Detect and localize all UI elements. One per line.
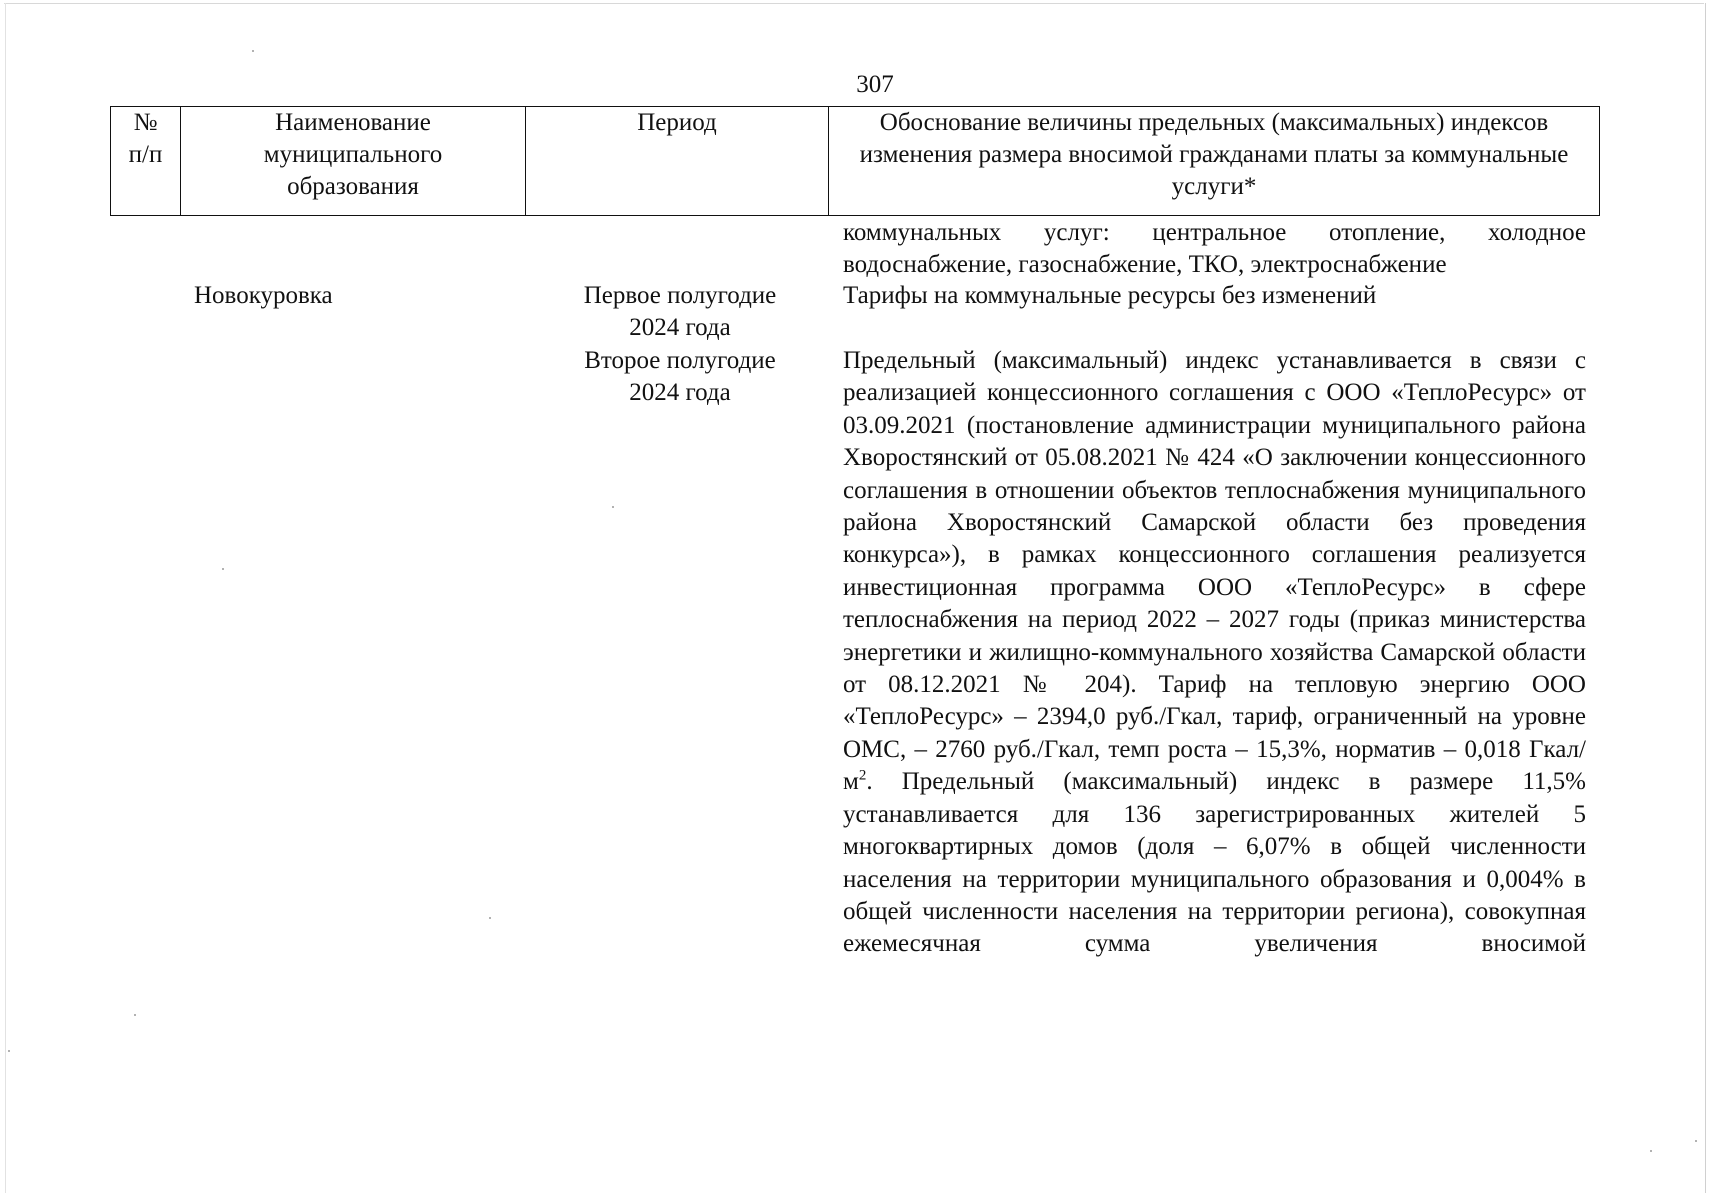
period-label: Второе полугодие — [584, 347, 776, 374]
scan-speck — [134, 1014, 136, 1016]
period2-justification — [843, 345, 1586, 961]
continuation-text — [843, 217, 1586, 282]
table-header — [110, 106, 1600, 216]
continuation-line: водоснабжение, газоснабжение, ТКО, электроснабжение — [843, 251, 1447, 279]
scan-speck — [489, 917, 491, 919]
scan-speck — [222, 568, 224, 570]
superscript: 2 — [858, 767, 867, 784]
scan-speck — [1650, 1150, 1652, 1152]
scan-speck — [252, 50, 254, 52]
period-label: Первое полугодие — [583, 282, 777, 309]
header-num — [111, 107, 181, 216]
table-header-row — [111, 107, 1600, 216]
period1-justification: Тарифы на коммунальные ресурсы без изменений — [843, 282, 1377, 309]
scan-edge — [4, 3, 1704, 4]
period-year: 2024 года — [629, 314, 731, 342]
scan-edge — [1705, 3, 1706, 1193]
justification-text: . Предельный (максимальный) индекс в размере 11,5% устанавливается для 136 зарегистрированных жителей 5 многоквартирных домов (доля – 6,07% в общей численности населения на территории муниципального образования и 0,004% в общей численности населения на территории региона), совокупная ежемесячная сумма увеличения вносимой — [843, 768, 1586, 958]
header-num-label: № п/п — [128, 109, 163, 168]
header-name-label: Наименование муниципального образования — [263, 109, 443, 200]
page-number: 307 — [856, 71, 894, 98]
period-year: 2024 года — [629, 379, 731, 407]
header-justification — [829, 107, 1600, 216]
scan-speck — [612, 506, 614, 508]
justification-text: Предельный (максимальный) индекс устанавливается в связи с реализацией концессионного соглашения с ООО «ТеплоРесурс» от 03.09.2021 (постановление администрации муниципального района Хворостянский от 05.08.2021 № 424 «О заключении концессионного соглашения в отношении объектов теплоснабжения муниципального района Хворостянский Самарской области без проведения конкурса»), в рамках концессионного соглашения реализуется инвестиционная программа ООО «ТеплоРесурс» в сфере теплоснабжения на период 2022 – 2027 годы (приказ министерства энергетики и жилищно-коммунального хозяйства Самарской области от 08.12.2021 № 204). Тариф на тепловую энергию ООО «ТеплоРесурс» – 2394,0 руб./Гкал, тариф, ограниченный на уровне ОМС, – 2760 руб./Гкал, темп роста – 15,3%, норматив – 0,018 Гкал/м — [843, 347, 1586, 796]
municipality-name: Новокуровка — [194, 282, 333, 309]
scan-edge — [5, 3, 6, 1193]
header-name — [181, 107, 526, 216]
scan-speck — [8, 1050, 10, 1052]
header-justification-label: Обоснование величины предельных (максимальных) индексов изменения размера вносимой гражданами платы за коммунальные услуги* — [859, 109, 1569, 200]
header-period — [526, 107, 829, 216]
header-period-label: Период — [637, 109, 717, 136]
scan-speck — [1695, 1140, 1697, 1142]
period-second-half — [540, 345, 820, 410]
period-first-half — [540, 280, 820, 345]
continuation-line: коммунальных услуг: центральное отопление, холодное — [843, 219, 1586, 246]
